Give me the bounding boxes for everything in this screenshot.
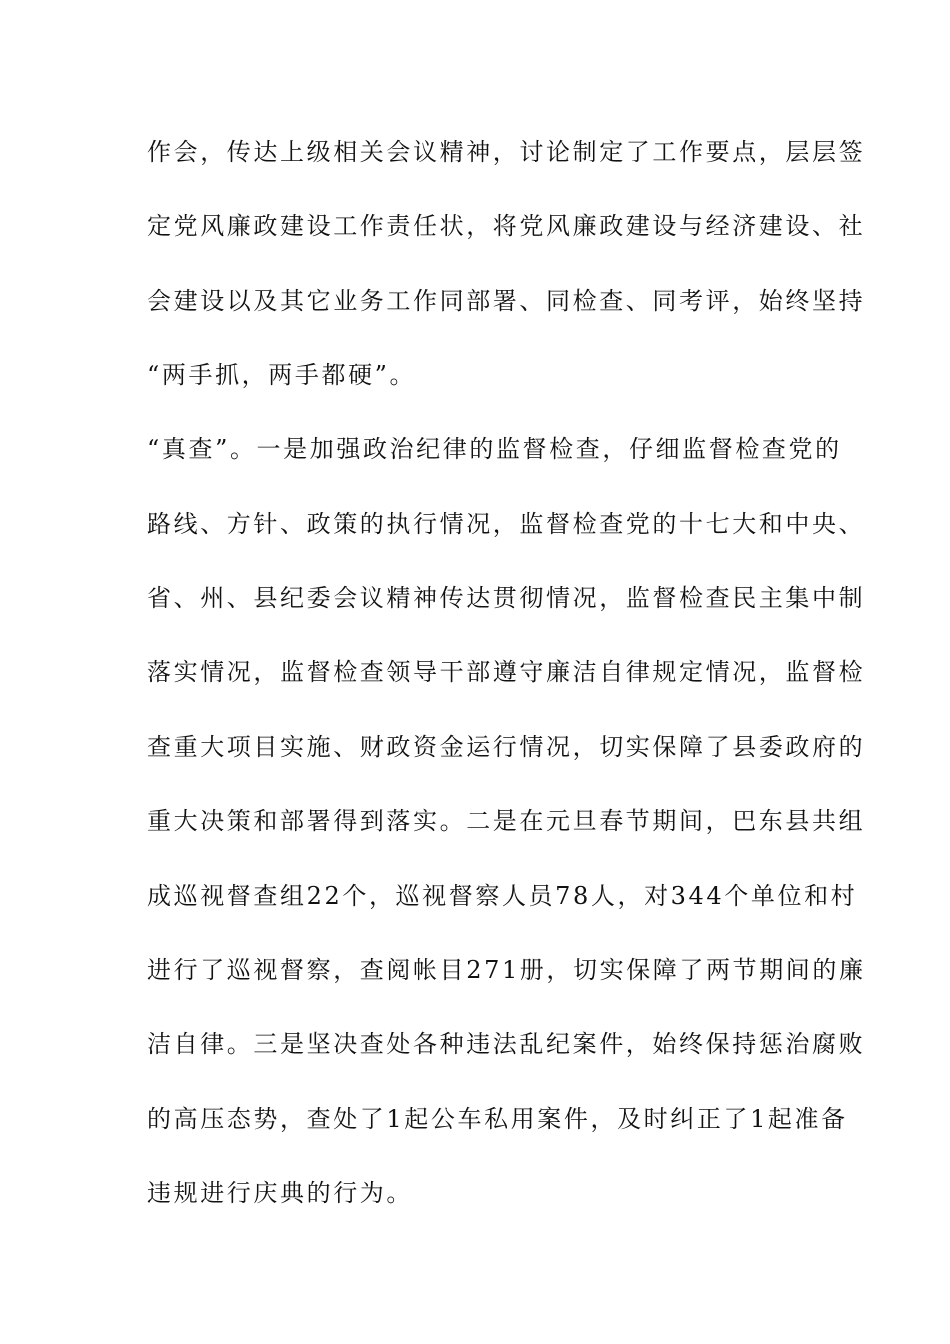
text-line-14: 的高压态势，查处了1起公车私用案件，及时纠正了1起准备 xyxy=(147,1105,848,1133)
text-line-5: “真查”。一是加强政治纪律的监督检查，仔细监督检查党的 xyxy=(147,435,842,463)
text-line-7: 省、州、县纪委会议精神传达贯彻情况，监督检查民主集中制 xyxy=(147,584,866,612)
text-line-12: 进行了巡视督察，查阅帐目271册，切实保障了两节期间的廉 xyxy=(147,956,866,984)
text-line-10: 重大决策和部署得到落实。二是在元旦春节期间，巴东县共组 xyxy=(147,807,866,835)
text-line-2: 定党风廉政建设工作责任状，将党风廉政建设与经济建设、社 xyxy=(147,212,866,240)
text-line-11: 成巡视督查组22个，巡视督察人员78人，对344个单位和村 xyxy=(147,882,858,910)
text-line-6: 路线、方针、政策的执行情况，监督检查党的十七大和中央、 xyxy=(147,510,866,538)
text-line-1: 作会，传达上级相关会议精神，讨论制定了工作要点，层层签 xyxy=(147,138,866,166)
text-line-13: 洁自律。三是坚决查处各种违法乱纪案件，始终保持惩治腐败 xyxy=(147,1030,866,1058)
text-line-15: 违规进行庆典的行为。 xyxy=(147,1179,413,1207)
text-line-9: 查重大项目实施、财政资金运行情况，切实保障了县委政府的 xyxy=(147,733,866,761)
text-line-4: “两手抓，两手都硬”。 xyxy=(147,361,417,389)
text-line-3: 会建设以及其它业务工作同部署、同检查、同考评，始终坚持 xyxy=(147,287,866,315)
text-line-8: 落实情况，监督检查领导干部遵守廉洁自律规定情况，监督检 xyxy=(147,658,866,686)
